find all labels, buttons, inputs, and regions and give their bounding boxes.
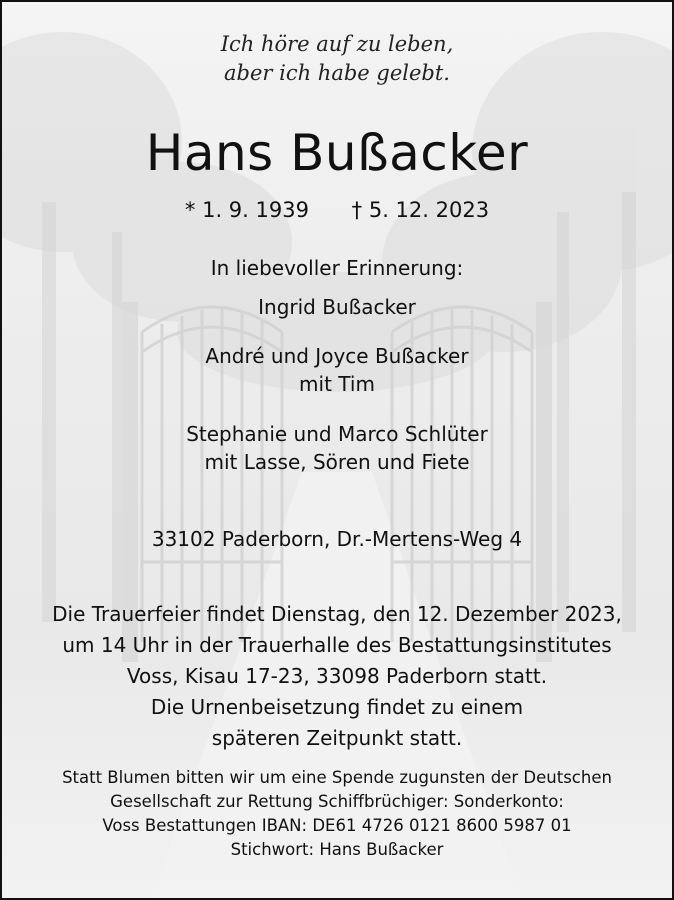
donation-request [2, 766, 672, 862]
donation-line: Voss Bestattungen IBAN: DE61 4726 0121 8600 5987 01 [102, 816, 572, 835]
mourners-intro: In liebevoller Erinnerung: [210, 256, 464, 280]
verse-line: Ich höre auf zu leben, [220, 32, 454, 56]
mourner-line: Ingrid Bußacker [258, 295, 416, 319]
deceased-name: Hans Bußacker [145, 124, 529, 182]
verse-line: aber ich habe gelebt. [224, 61, 450, 85]
ceremony-line: Die Trauerfeier findet Dienstag, den 12. Dezember 2023, [52, 602, 622, 626]
donation-line: Stichwort: Hans Bußacker [230, 840, 444, 859]
ceremony-line: um 14 Uhr in der Trauerhalle des Bestattungsinstitutes [62, 633, 612, 657]
mourner-line: André und Joyce Bußacker [205, 344, 469, 368]
ceremony-line: späteren Zeitpunkt statt. [211, 726, 463, 750]
family-address: 33102 Paderborn, Dr.-Mertens-Weg 4 [151, 527, 523, 551]
death-date: † 5. 12. 2023 [351, 198, 490, 222]
life-dates [2, 198, 672, 222]
mourner-line: Stephanie und Marco Schlüter [186, 422, 488, 446]
mourner-line: mit Lasse, Sören und Fiete [204, 450, 470, 474]
mourner-group [2, 342, 672, 398]
memorial-verse [2, 30, 672, 88]
mourner-line: mit Tim [299, 372, 375, 396]
donation-line: Statt Blumen bitten wir um eine Spende zugunsten der Deutschen [62, 768, 612, 787]
donation-line: Gesellschaft zur Rettung Schiffbrüchiger: Sonderkonto: [110, 792, 564, 811]
mourner-group [2, 293, 672, 321]
ceremony-line: Voss, Kisau 17-23, 33098 Paderborn statt. [126, 664, 548, 688]
ceremony-details [2, 599, 672, 754]
birth-date: * 1. 9. 1939 [184, 198, 309, 222]
mourner-group [2, 420, 672, 476]
ceremony-line: Die Urnenbeisetzung findet zu einem [150, 695, 524, 719]
